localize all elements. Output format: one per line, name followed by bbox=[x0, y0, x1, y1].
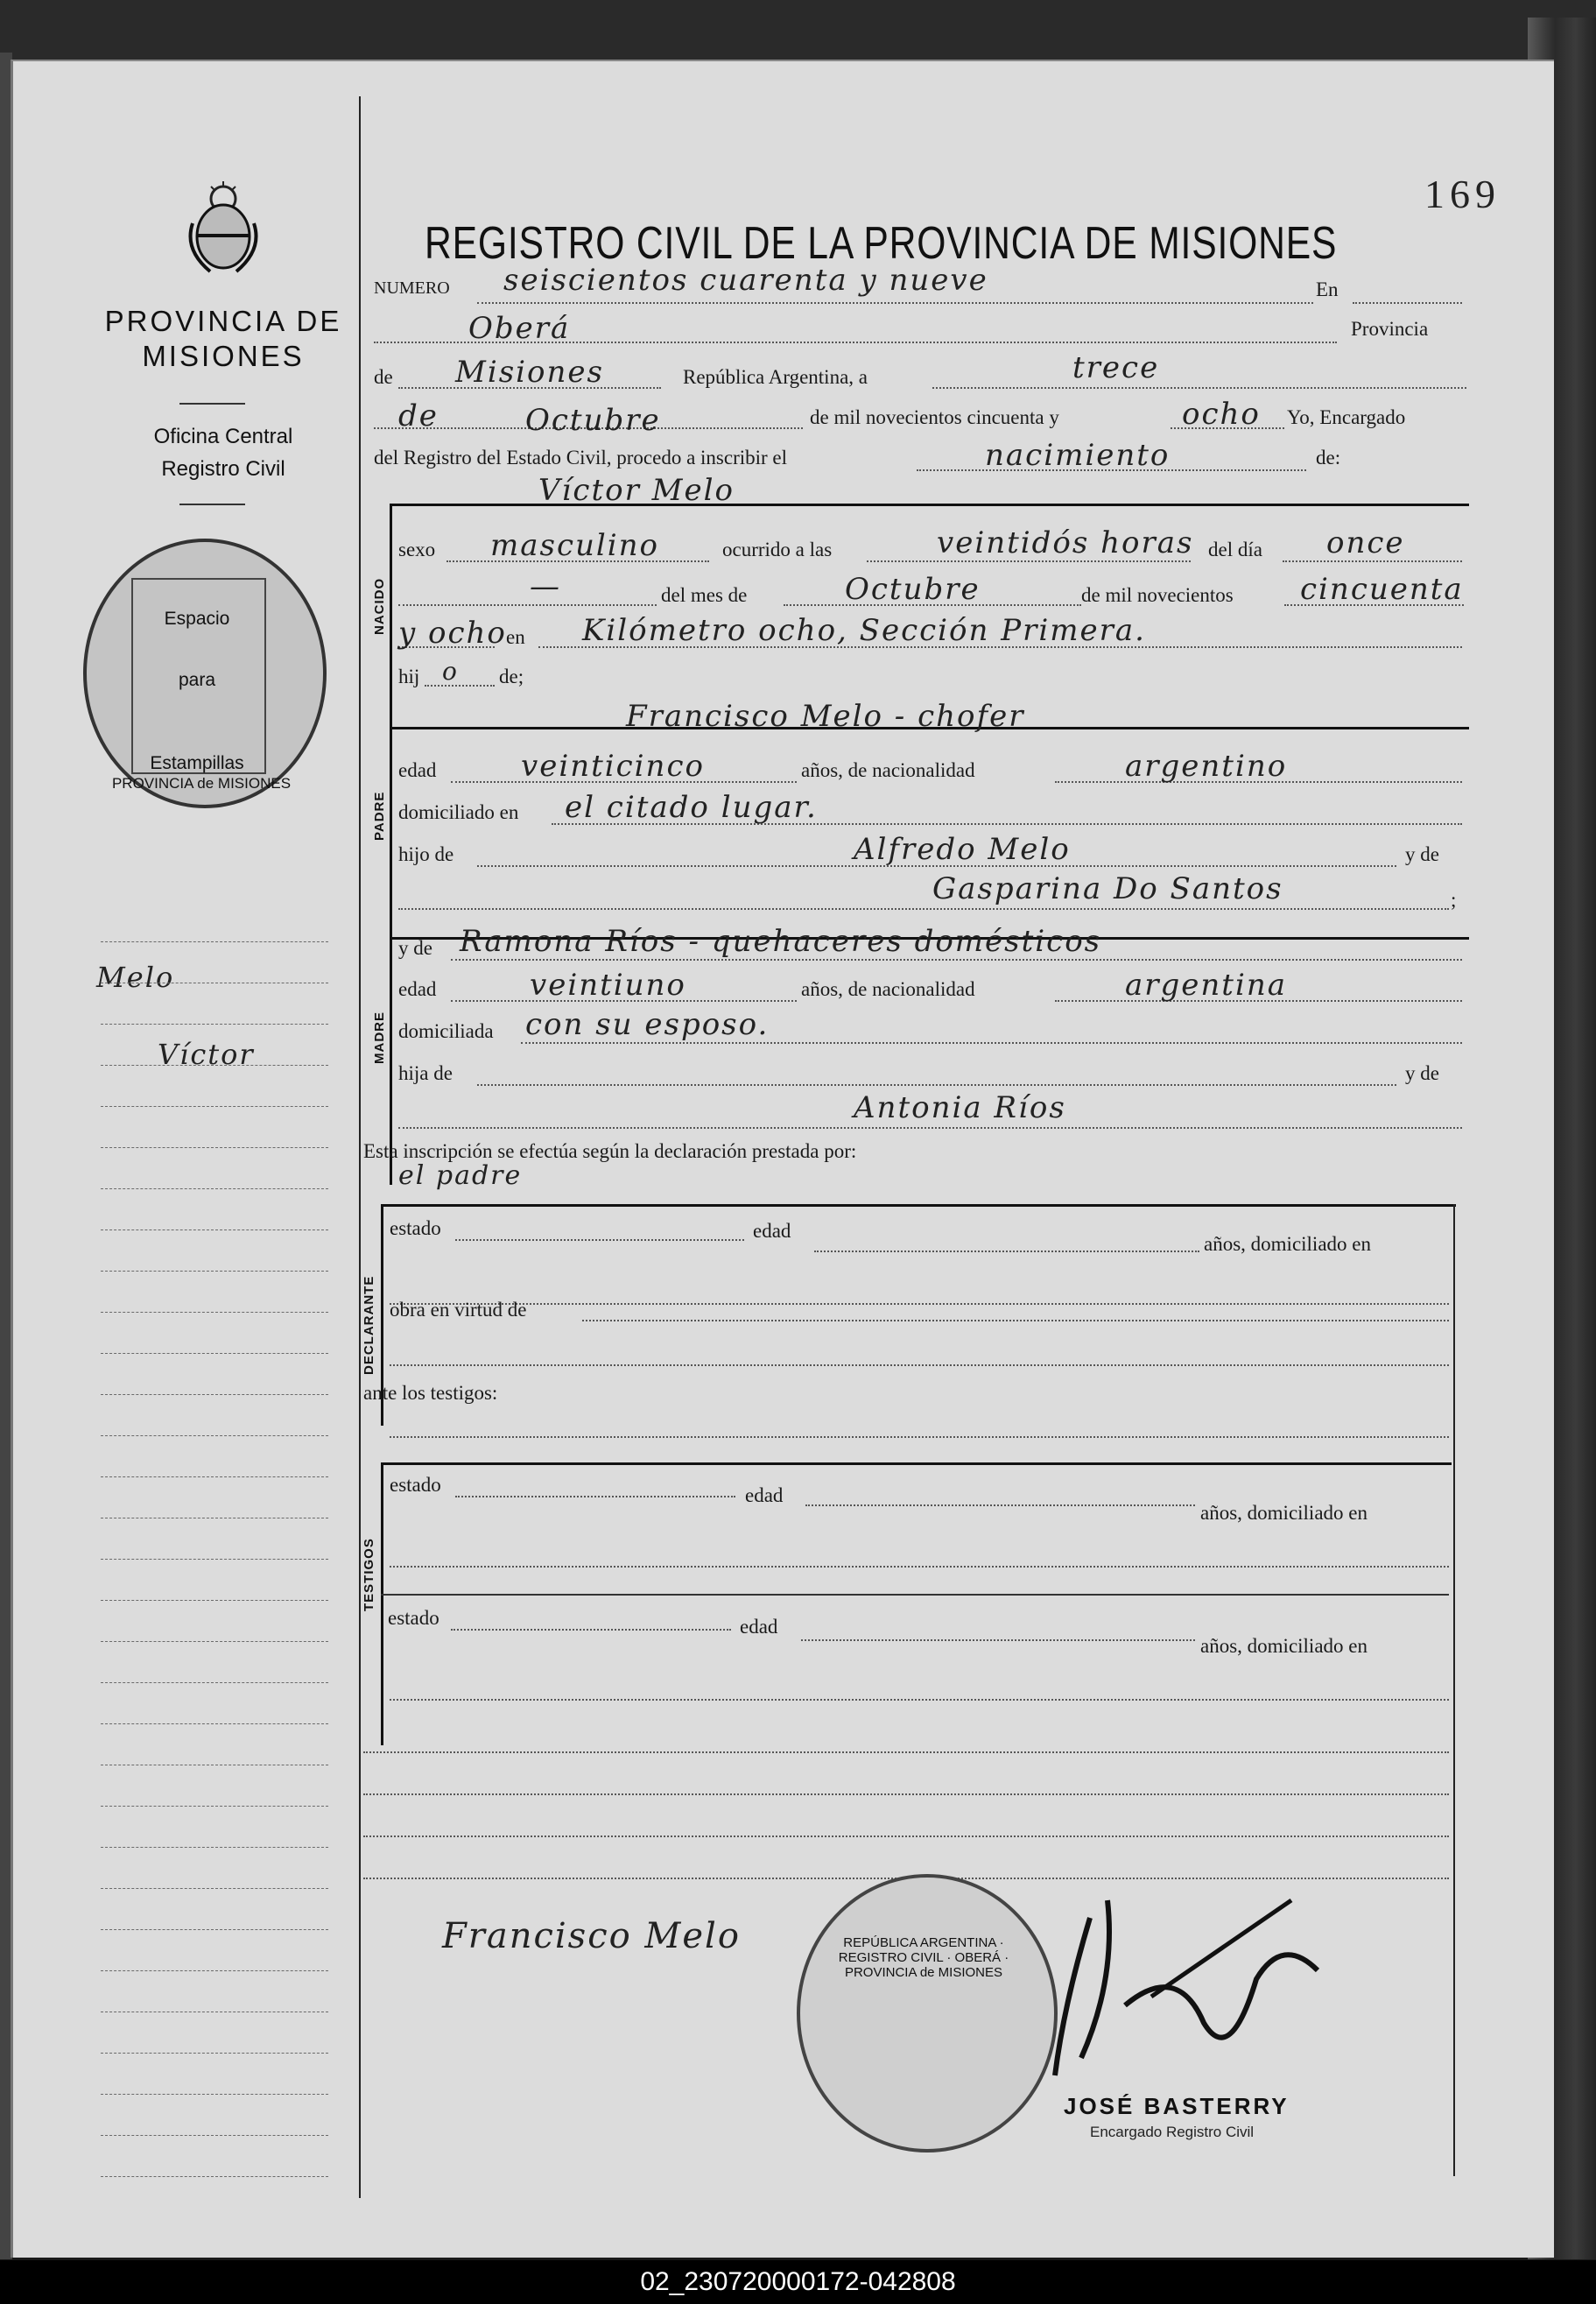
left-column-border bbox=[359, 96, 361, 2198]
semicolon: ; bbox=[1451, 889, 1457, 911]
birth-year-value-1: cincuenta bbox=[1300, 572, 1464, 607]
hijo-de-label: hijo de bbox=[398, 843, 454, 865]
hour-value: veintidós horas bbox=[937, 525, 1194, 560]
ruled-line bbox=[101, 1723, 328, 1724]
numero-value: seiscientos cuarenta y nueve bbox=[503, 263, 988, 298]
declaracion-label: Esta inscripción se efectúa según la declaración prestada por: bbox=[363, 1140, 857, 1162]
mother-age: veintiuno bbox=[530, 968, 686, 1003]
official-title: Encargado Registro Civil bbox=[1090, 2124, 1255, 2140]
estado-label: estado bbox=[390, 1217, 441, 1239]
mother-name: Ramona Ríos - quehaceres domésticos bbox=[460, 924, 1102, 959]
office-label-1: Oficina Central bbox=[153, 425, 293, 448]
field-line bbox=[398, 908, 1449, 910]
ruled-line bbox=[101, 1806, 328, 1807]
witness-divider bbox=[381, 1594, 1449, 1596]
field-line bbox=[390, 1436, 1449, 1438]
ruled-line bbox=[101, 1641, 328, 1642]
del-mes-label: del mes de bbox=[661, 584, 748, 606]
year-value: ocho bbox=[1182, 397, 1261, 432]
ruled-line bbox=[101, 2053, 328, 2054]
hij-value: o bbox=[442, 657, 459, 686]
yo-label: Yo, Encargado bbox=[1287, 406, 1406, 428]
en-label-2: en bbox=[506, 626, 525, 648]
en-label: En bbox=[1316, 278, 1339, 300]
anos-dom-label: años, domiciliado en bbox=[1200, 1502, 1367, 1524]
registro-label: del Registro del Estado Civil, procedo a inscribir el bbox=[374, 447, 788, 469]
de3-label: de: bbox=[1316, 447, 1341, 469]
field-line bbox=[932, 387, 1466, 389]
dash-value: — bbox=[530, 569, 561, 604]
field-line bbox=[1283, 560, 1462, 562]
father-age: veinticinco bbox=[521, 749, 705, 784]
field-line bbox=[398, 604, 657, 606]
ruled-line bbox=[101, 2135, 328, 2136]
field-line bbox=[805, 1504, 1195, 1506]
numero-label: NUMERO bbox=[374, 278, 450, 298]
estado-label: estado bbox=[390, 1474, 441, 1496]
ruled-line bbox=[101, 1559, 328, 1560]
provincia-label: Provincia bbox=[1351, 318, 1429, 340]
obra-label: obra en virtud de bbox=[390, 1299, 527, 1321]
field-line bbox=[451, 959, 1462, 961]
official-seal-text-wrap bbox=[836, 1935, 1011, 2084]
father-name: Francisco Melo - chofer bbox=[626, 699, 1025, 734]
field-line bbox=[390, 1566, 1449, 1568]
field-line bbox=[521, 1042, 1462, 1044]
del-dia-label: del día bbox=[1208, 539, 1262, 560]
ruled-line bbox=[101, 1888, 328, 1889]
official-name: JOSÉ BASTERRY bbox=[1064, 2093, 1290, 2119]
y-de-label: y de bbox=[1405, 1062, 1439, 1084]
blank-line bbox=[363, 1793, 1449, 1795]
ruled-line bbox=[101, 1600, 328, 1601]
coat-of-arms-icon bbox=[179, 180, 267, 276]
anos-nac-label: años, de nacionalidad bbox=[801, 978, 975, 1000]
ruled-line bbox=[101, 1435, 328, 1436]
day-value: trece bbox=[1072, 350, 1160, 385]
republica-label: República Argentina, a bbox=[683, 366, 868, 388]
stamp-space-label-1: Espacio bbox=[164, 609, 230, 629]
field-line bbox=[582, 1320, 1449, 1321]
field-line bbox=[451, 1629, 731, 1631]
ocurrido-label: ocurrido a las bbox=[722, 539, 833, 560]
anos-dom-label: años, domiciliado en bbox=[1204, 1233, 1371, 1255]
ruled-line bbox=[101, 1312, 328, 1313]
testigos-side-label: TESTIGOS bbox=[362, 1538, 376, 1611]
father-nationality: argentino bbox=[1125, 749, 1288, 784]
province-label-1: PROVINCIA DE bbox=[104, 305, 342, 337]
scan-background-top bbox=[0, 0, 1596, 61]
anos-nac-label: años, de nacionalidad bbox=[801, 759, 975, 781]
birth-day-value: once bbox=[1326, 525, 1405, 560]
estado-label: estado bbox=[388, 1607, 439, 1629]
official-signature-icon bbox=[1029, 1848, 1379, 2110]
mother-nationality: argentina bbox=[1125, 968, 1288, 1003]
field-line bbox=[398, 1127, 1462, 1129]
ruled-line bbox=[101, 1353, 328, 1354]
field-line bbox=[1353, 302, 1462, 304]
official-seal-text: REPÚBLICA ARGENTINA · REGISTRO CIVIL · OBERÁ · PROVINCIA de MISIONES bbox=[838, 1935, 1009, 1980]
place-value: Oberá bbox=[468, 311, 571, 346]
paternal-grandmother: Gasparina Do Santos bbox=[932, 871, 1283, 906]
footer-id: 02_230720000172-042808 bbox=[0, 2260, 1596, 2304]
register-page bbox=[11, 60, 1554, 2258]
anos-dom-label: años, domiciliado en bbox=[1200, 1635, 1367, 1657]
ruled-line bbox=[101, 1024, 328, 1025]
ruled-line bbox=[101, 1271, 328, 1272]
field-line bbox=[455, 1496, 735, 1497]
declarant-value: el padre bbox=[398, 1160, 523, 1191]
mother-address: con su esposo. bbox=[525, 1007, 770, 1042]
edad-label: edad bbox=[753, 1220, 791, 1242]
hij-label: hij bbox=[398, 666, 420, 687]
office-label-2: Registro Civil bbox=[161, 457, 285, 481]
month-value: Octubre bbox=[525, 403, 661, 438]
father-address: el citado lugar. bbox=[565, 790, 818, 825]
ruled-line bbox=[101, 1682, 328, 1683]
de-label: de bbox=[374, 366, 393, 388]
field-line bbox=[814, 1251, 1199, 1252]
field-line bbox=[477, 1084, 1396, 1086]
ruled-line bbox=[101, 1394, 328, 1395]
blank-line bbox=[363, 1751, 1449, 1753]
edad-label: edad bbox=[398, 978, 437, 1000]
divider bbox=[179, 504, 245, 505]
domiciliada-label: domiciliada bbox=[398, 1020, 494, 1042]
index-name: Víctor bbox=[158, 1038, 255, 1071]
ruled-line bbox=[101, 941, 328, 942]
maternal-grandmother: Antonia Ríos bbox=[854, 1090, 1066, 1125]
ruled-line bbox=[101, 1929, 328, 1930]
sexo-value: masculino bbox=[490, 528, 660, 563]
page-number: 169 bbox=[1424, 172, 1501, 216]
child-name: Víctor Melo bbox=[538, 473, 735, 508]
domiciliado-label: domiciliado en bbox=[398, 801, 519, 823]
de4-label: de; bbox=[499, 666, 524, 687]
ruled-line bbox=[101, 1065, 328, 1066]
stamp-space-label-2: para bbox=[178, 670, 216, 690]
province-label-2: MISIONES bbox=[142, 340, 305, 372]
hija-de-label: hija de bbox=[398, 1062, 453, 1084]
act-value: nacimiento bbox=[985, 438, 1171, 473]
ruled-line bbox=[101, 1147, 328, 1148]
field-line bbox=[867, 560, 1191, 562]
paternal-grandfather: Alfredo Melo bbox=[854, 832, 1071, 867]
edad-label: edad bbox=[740, 1616, 778, 1638]
divider bbox=[179, 403, 245, 405]
birth-year-value-2: y ocho bbox=[398, 616, 507, 651]
ruled-line bbox=[101, 1970, 328, 1971]
mil-label: de mil novecientos bbox=[1081, 584, 1234, 606]
field-line bbox=[801, 1639, 1195, 1641]
edad-label: edad bbox=[398, 759, 437, 781]
padre-side-label: PADRE bbox=[372, 791, 387, 841]
ruled-line bbox=[101, 1188, 328, 1189]
right-form-border bbox=[1453, 1204, 1455, 2176]
madre-side-label: MADRE bbox=[372, 1011, 387, 1064]
stamp-seal-text: PROVINCIA de MISIONES bbox=[111, 775, 292, 792]
ruled-line bbox=[101, 1847, 328, 1848]
page-title: REGISTRO CIVIL DE LA PROVINCIA DE MISIONES bbox=[425, 218, 1338, 269]
index-surname: Melo bbox=[96, 961, 175, 994]
year-label: de mil novecientos cincuenta y bbox=[810, 406, 1059, 428]
field-line bbox=[477, 302, 1313, 304]
blank-line bbox=[363, 1835, 1449, 1837]
ruled-line bbox=[101, 1106, 328, 1107]
ruled-line bbox=[101, 1476, 328, 1477]
declarant-signature: Francisco Melo bbox=[442, 1916, 741, 1956]
declarante-side-label: DECLARANTE bbox=[362, 1275, 376, 1375]
nacido-side-label: NACIDO bbox=[372, 577, 387, 635]
field-line bbox=[455, 1239, 744, 1241]
y-de-label: y de bbox=[1405, 843, 1439, 865]
sexo-label: sexo bbox=[398, 539, 436, 560]
testigos-label: ante los testigos: bbox=[363, 1382, 498, 1404]
stamp-space-label-3: Estampillas bbox=[150, 753, 244, 773]
birth-month-value: Octubre bbox=[845, 572, 981, 607]
edad-label: edad bbox=[745, 1484, 784, 1506]
field-line bbox=[425, 685, 495, 687]
y-de-mother-label: y de bbox=[398, 937, 432, 959]
field-line bbox=[390, 1699, 1449, 1701]
ruled-line bbox=[101, 2094, 328, 2095]
birth-place-value: Kilómetro ocho, Sección Primera. bbox=[582, 613, 1146, 648]
de2-label: de bbox=[398, 398, 439, 433]
province-value: Misiones bbox=[455, 355, 604, 390]
field-line bbox=[390, 1364, 1449, 1366]
ruled-line bbox=[101, 2176, 328, 2177]
field-line bbox=[390, 1303, 1449, 1305]
